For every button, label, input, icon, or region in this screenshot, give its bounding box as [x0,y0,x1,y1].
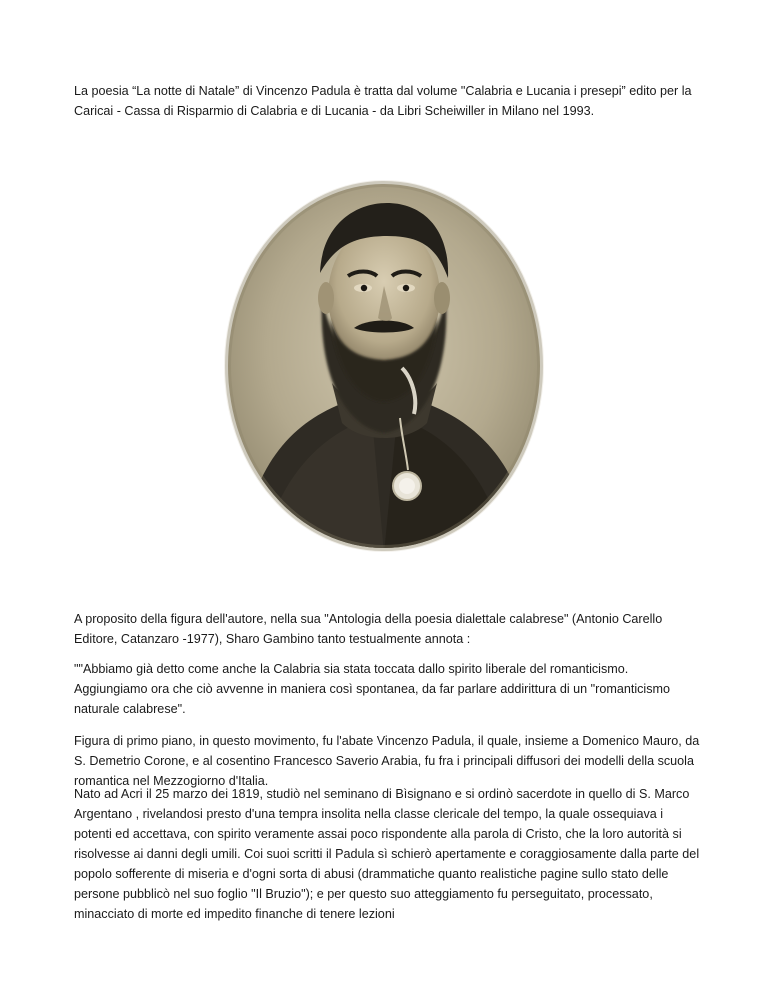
intro-paragraph: La poesia “La notte di Natale” di Vincenzo Padula è tratta dal volume "Calabria e Lucania i presepi” edito per la Caricai - Cassa di Risparmio di Calabria e di Lucania - da Libri Scheiwiller in Milano nel 1993. [74,84,692,118]
paragraph-4: Nato ad Acri il 25 marzo dei 1819, studiò nel seminano di Bìsignano e si ordinò sacerdote in quello di S. Marco Argentano , rivelandosi presto d'una tempra insolita nella classe clericale del tempo, la quale ossequiava i potenti ed accettava, con spirito veramente assai poco rispondente alla parola di Cristo, che la loro autorità si risolvesse ai danni degli umili. Coi suoi scritti il Padula sì schierò apertamente e coraggiosamente dalla parte del popolo sofferente di miseria e d'ogni sorta di abusi (drammatiche quanto realistiche pagine sullo stato delle persone pubblicò nel suo foglio "Il Bruzio"); e per questo suo atteggiamento fu perseguitato, processato, minacciato di morte ed impedito finanche di tenere lezioni [74,787,700,921]
paragraph-2: ""Abbiamo già detto come anche la Calabria sia stata toccata dallo spirito liberale del romanticismo. Aggiungiamo ora che ciò avvenne in maniera così spontanea, da far parlare addirittura di un "romanticismo naturale calabrese". [74,662,671,716]
paragraph-3: Figura di primo piano, in questo movimento, fu l'abate Vincenzo Padula, il quale, insieme a Domenico Mauro, da S. Demetrio Corone, e al cosentino Francesco Saverio Arabia, fu fra i principali diffusori dei modelli della scuola romantica nel Mezzogiorno d'Italia. [74,734,700,788]
paragraph-1: A proposito della figura dell'autore, nella sua "Antologia della poesia dialettale calabrese" (Antonio Carello Editore, Catanzaro -1977), Sharo Gambino tanto testualmente annota : [74,612,663,646]
author-portrait [222,178,546,554]
portrait-photo [222,178,546,554]
